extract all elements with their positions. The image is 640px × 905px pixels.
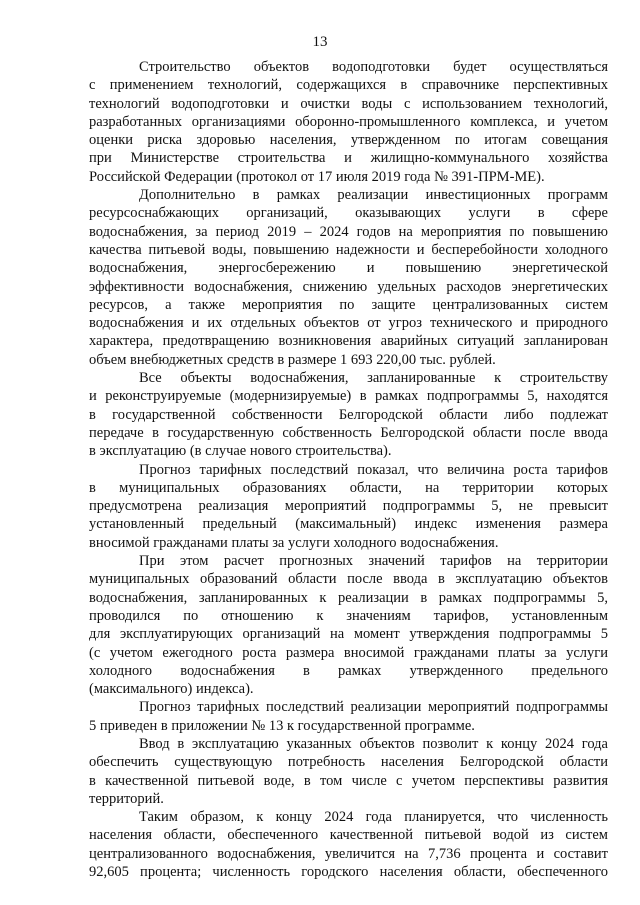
paragraph-line: Российской Федерации (протокол от 17 июля 2019 года № 391-ПРМ-МЕ). — [89, 168, 545, 185]
paragraph-line: Дополнительно в рамках реализации инвестиционных программ — [139, 187, 608, 204]
paragraph-line: эффективности водоснабжения, снижению удельных расходов энергетических — [89, 278, 608, 295]
body-text — [89, 58, 608, 881]
paragraph-line: населения области, обеспеченного качественной питьевой водой из систем — [89, 827, 608, 844]
paragraph — [89, 808, 608, 881]
paragraph-line: Прогноз тарифных последствий показал, что величина роста тарифов — [139, 461, 608, 478]
paragraph-line: в качественной питьевой воде, в том числе с учетом перспективы развития — [89, 772, 608, 789]
paragraph-line: водоснабжения, энергосбережению и повышению энергетической — [89, 260, 608, 277]
paragraph-line: передаче в государственную собственность Белгородской области после ввода — [89, 424, 608, 441]
paragraph-line: 92,605 процента; численность городского населения области, обеспеченного — [89, 864, 608, 881]
paragraph-line: в эксплуатацию (в случае нового строительства). — [89, 443, 392, 460]
paragraph — [89, 552, 608, 698]
paragraph-line: централизованного водоснабжения, увеличится на 7,736 процента и составит — [89, 845, 608, 862]
paragraph — [89, 698, 608, 735]
paragraph-line: разработанных организациями оборонно-промышленного комплекса, и учетом — [89, 113, 608, 130]
paragraph-line: водоснабжения, за период 2019 – 2024 годов на мероприятия по повышению — [89, 223, 608, 240]
paragraph-line: холодного водоснабжения в рамках утвержденного предельного — [89, 662, 608, 679]
paragraph-line: качества питьевой воды, повышению надежности и бесперебойности холодного — [89, 241, 608, 258]
paragraph-line: (максимального) индекса). — [89, 681, 254, 698]
paragraph — [89, 58, 608, 186]
paragraph-line: вносимой гражданами платы за услуги холодного водоснабжения. — [89, 534, 499, 551]
paragraph-line: проводился по отношению к значениям тарифов, установленным — [89, 607, 608, 624]
paragraph-line: Ввод в эксплуатацию указанных объектов позволит к концу 2024 года — [139, 735, 608, 752]
paragraph-line: территорий. — [89, 790, 164, 807]
paragraph-line: 5 приведен в приложении № 13 к государственной программе. — [89, 717, 475, 734]
paragraph-line: при Министерстве строительства и жилищно-коммунального хозяйства — [89, 150, 608, 167]
paragraph-line: муниципальных образований области после ввода в эксплуатацию объектов — [89, 571, 608, 588]
paragraph — [89, 735, 608, 808]
paragraph-line: оценки риска здоровью населения, утвержденном по итогам совещания — [89, 132, 608, 149]
paragraph-line: в муниципальных образованиях области, на территории которых — [89, 479, 608, 496]
paragraph-line: Таким образом, к концу 2024 года планируется, что численность — [139, 809, 608, 826]
paragraph-line: в государственной собственности Белгородской области либо подлежат — [89, 406, 608, 423]
paragraph-line: Прогноз тарифных последствий реализации мероприятий подпрограммы — [139, 699, 608, 716]
paragraph-line: ресурсов, а также мероприятия по защите централизованных систем — [89, 296, 608, 313]
paragraph-line: предусмотрена реализация мероприятий подпрограммы 5, не превысит — [89, 498, 608, 515]
paragraph-line: и реконструируемые (модернизируемые) в рамках подпрограммы 5, находятся — [89, 388, 608, 405]
paragraph-line: водоснабжения, запланированных к реализации в рамках подпрограммы 5, — [89, 589, 608, 606]
paragraph — [89, 461, 608, 552]
paragraph-line: для эксплуатирующих организаций на момент утверждения подпрограммы 5 — [89, 626, 608, 643]
paragraph-line: Все объекты водоснабжения, запланированные к строительству — [139, 370, 608, 387]
paragraph-line: обеспечить существующую потребность населения Белгородской области — [89, 754, 608, 771]
paragraph-line: ресурсоснабжающих организаций, оказывающих услуги в сфере — [89, 205, 608, 222]
paragraph — [89, 186, 608, 369]
paragraph-line: объем внебюджетных средств в размере 1 693 220,00 тыс. рублей. — [89, 351, 496, 368]
paragraph-line: (с учетом ежегодного роста размера вносимой гражданами платы за услуги — [89, 644, 608, 661]
page-number: 13 — [312, 34, 328, 50]
paragraph-line: характера, предотвращению возникновения аварийных ситуаций запланирован — [89, 333, 608, 350]
paragraph-line: Строительство объектов водоподготовки будет осуществляться — [139, 59, 608, 75]
paragraph-line: с применением технологий, содержащихся в справочнике перспективных — [89, 77, 608, 94]
paragraph — [89, 369, 608, 460]
paragraph-line: водоснабжения и их отдельных объектов от угроз технического и природного — [89, 315, 608, 332]
paragraph-line: технологий водоподготовки и очистки воды с использованием технологий, — [89, 95, 608, 112]
paragraph-line: установленный предельный (максимальный) индекс изменения размера — [89, 516, 608, 533]
paragraph-line: При этом расчет прогнозных значений тарифов на территории — [139, 553, 608, 570]
